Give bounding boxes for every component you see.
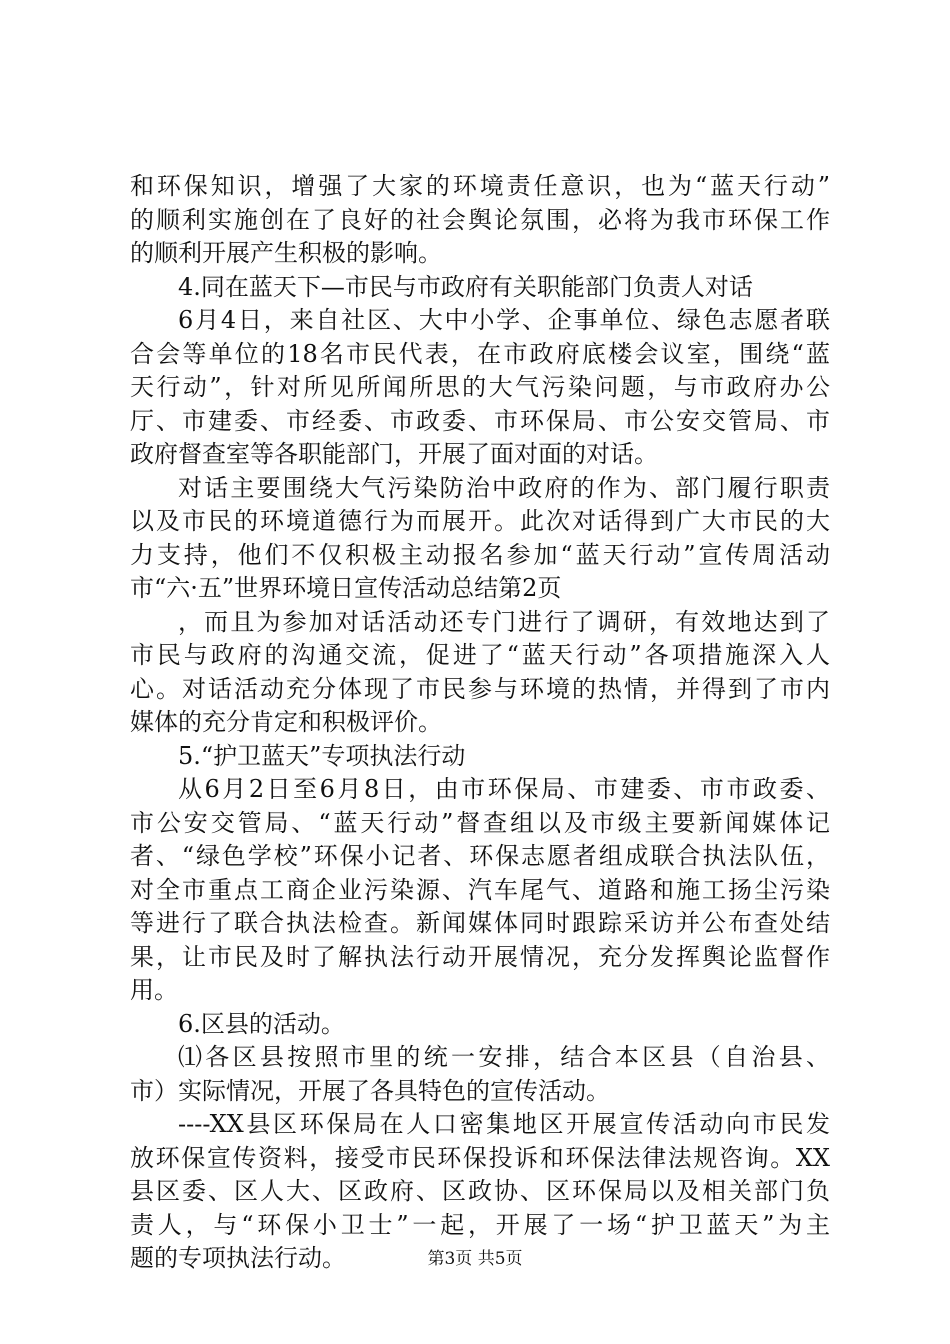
- section-heading: 5.“护卫蓝天”专项执法行动: [178, 741, 466, 770]
- section-heading: 6.区县的活动。: [178, 1009, 345, 1038]
- page-number-footer: 第3页 共5页: [427, 1249, 523, 1269]
- text-line: 合会等单位的18名市民代表，在市政府底楼会议室，围绕“蓝: [130, 339, 830, 368]
- text-line: 果，让市民及时了解执法行动开展情况，充分发挥舆论监督作: [130, 942, 830, 971]
- text-line: 心。对话活动充分体现了市民参与环境的热情，并得到了市内: [130, 674, 830, 703]
- text-line: 题的专项执法行动。: [130, 1244, 346, 1272]
- text-line: 市“六·五”世界环境日宣传活动总结第2页: [130, 574, 562, 602]
- text-line: 的顺利实施创在了良好的社会舆论氛围，必将为我市环保工作: [130, 205, 830, 234]
- text-line: ----XX县区环保局在人口密集地区开展宣传活动向市民发: [178, 1110, 830, 1138]
- text-line: 以及市民的环境道德行为而展开。此次对话得到广大市民的大: [130, 507, 830, 535]
- text-line: 市）实际情况，开展了各具特色的宣传活动。: [130, 1076, 610, 1105]
- document-body: [130, 170, 830, 1276]
- text-line: ，而且为参加对话活动还专门进行了调研，有效地达到了: [178, 607, 830, 636]
- text-line: 市民与政府的沟通交流，促进了“蓝天行动”各项措施深入人: [130, 641, 830, 669]
- text-line: ⑴各区县按照市里的统一安排，结合本区县（自治县、: [178, 1043, 830, 1071]
- text-line: 从6月2日至6月8日，由市环保局、市建委、市市政委、: [178, 775, 830, 803]
- text-line: 责人，与“环保小卫士”一起，开展了一场“护卫蓝天”为主: [130, 1210, 830, 1239]
- section-heading: 4.同在蓝天下—市民与市政府有关职能部门负责人对话: [178, 272, 753, 301]
- text-line: 用。: [130, 976, 178, 1004]
- text-line: 对全市重点工商企业污染源、汽车尾气、道路和施工扬尘污染: [130, 875, 830, 904]
- text-line: 天行动”，针对所见所闻所思的大气污染问题，与市政府办公: [130, 373, 830, 401]
- text-line: 的顺利开展产生积极的影响。: [130, 239, 442, 267]
- text-line: 县区委、区人大、区政府、区政协、区环保局以及相关部门负: [130, 1177, 830, 1205]
- text-line: 市公安交管局、“蓝天行动”督查组以及市级主要新闻媒体记: [130, 808, 830, 837]
- text-line: 者、“绿色学校”环保小记者、环保志愿者组成联合执法队伍，: [130, 842, 830, 870]
- text-line: 力支持，他们不仅积极主动报名参加“蓝天行动”宣传周活动: [130, 540, 830, 569]
- text-line: 等进行了联合执法检查。新闻媒体同时跟踪采访并公布查处结: [130, 909, 830, 937]
- text-line: 对话主要围绕大气污染防治中政府的作为、部门履行职责: [178, 473, 830, 502]
- text-line: 和环保知识，增强了大家的环境责任意识，也为“蓝天行动”: [130, 172, 830, 200]
- text-line: 放环保宣传资料，接受市民环保投诉和环保法律法规咨询。XX: [130, 1143, 830, 1172]
- text-line: 厅、市建委、市经委、市政委、市环保局、市公安交管局、市: [130, 406, 830, 435]
- text-line: 政府督查室等各职能部门，开展了面对面的对话。: [130, 440, 658, 468]
- text-line: 媒体的充分肯定和积极评价。: [130, 708, 442, 736]
- text-line: 6月4日，来自社区、大中小学、企事单位、绿色志愿者联: [178, 306, 830, 334]
